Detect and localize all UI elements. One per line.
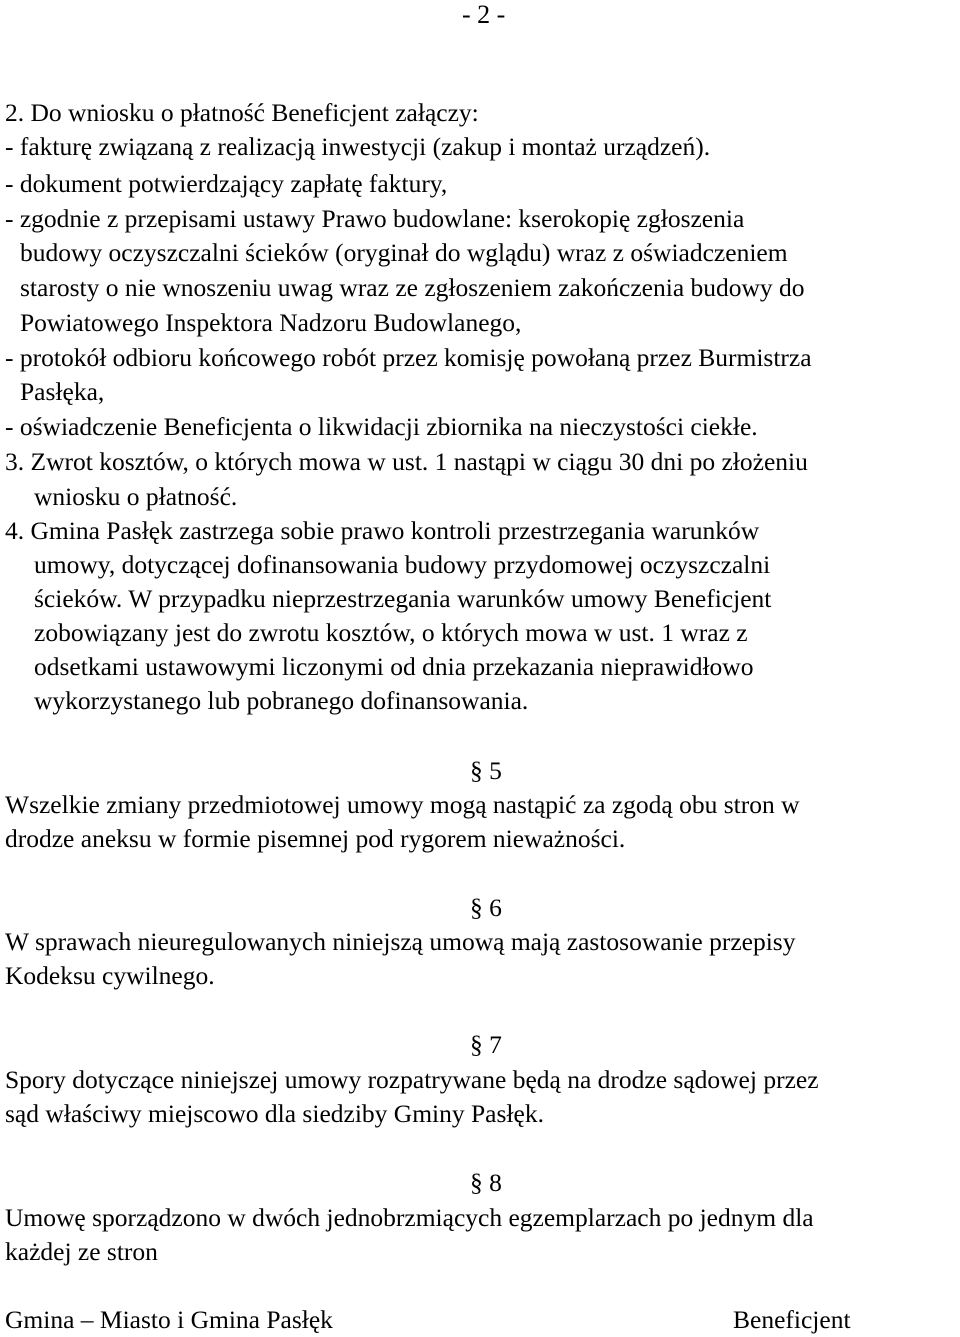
section-4-line: umowy, dotyczącej dofinansowania budowy przydomowej oczyszczalni: [34, 550, 771, 579]
section-2-line: - zgodnie z przepisami ustawy Prawo budowlane: kserokopię zgłoszenia: [5, 204, 745, 233]
section-2-line: - oświadczenie Beneficjenta o likwidacji zbiornika na nieczystości ciekłe.: [5, 412, 758, 441]
section-2-line: Pasłęka,: [20, 377, 105, 406]
section-2-line: 2. Do wniosku o płatność Beneficjent załączy:: [5, 98, 479, 127]
section-2-line: - dokument potwierdzający zapłatę faktury,: [5, 169, 448, 198]
section-4-line: wykorzystanego lub pobranego dofinansowania.: [34, 686, 529, 715]
paragraph-line: sąd właściwy miejscowo dla siedziby Gminy Pasłęk.: [5, 1099, 544, 1128]
paragraph-heading: § 8: [470, 1168, 502, 1197]
section-4-line: ścieków. W przypadku nieprzestrzegania warunków umowy Beneficjent: [34, 584, 772, 613]
paragraph-line: Spory dotyczące niniejszej umowy rozpatrywane będą na drodze sądowej przez: [5, 1065, 819, 1094]
section-3-line: wniosku o płatność.: [34, 482, 238, 511]
paragraph-line: Umowę sporządzono w dwóch jednobrzmiących egzemplarzach po jednym dla: [5, 1203, 814, 1232]
paragraph-line: Wszelkie zmiany przedmiotowej umowy mogą nastąpić za zgodą obu stron w: [5, 790, 800, 819]
paragraph-heading: § 5: [470, 756, 502, 785]
section-3-line: 3. Zwrot kosztów, o których mowa w ust. 1 nastąpi w ciągu 30 dni po złożeniu: [5, 447, 808, 476]
paragraph-heading: § 6: [470, 893, 502, 922]
section-2-line: - protokół odbioru końcowego robót przez komisję powołaną przez Burmistrza: [5, 343, 812, 372]
signature-left: Gmina – Miasto i Gmina Pasłęk: [5, 1305, 333, 1334]
paragraph-heading: § 7: [470, 1030, 502, 1059]
section-2-line: starosty o nie wnoszeniu uwag wraz ze zgłoszeniem zakończenia budowy do: [20, 273, 805, 302]
section-2-line: Powiatowego Inspektora Nadzoru Budowlanego,: [20, 308, 522, 337]
paragraph-line: drodze aneksu w formie pisemnej pod rygorem nieważności.: [5, 824, 626, 853]
section-2-line: budowy oczyszczalni ścieków (oryginał do wglądu) wraz z oświadczeniem: [20, 238, 788, 267]
section-4-line: odsetkami ustawowymi liczonymi od dnia przekazania nieprawidłowo: [34, 652, 754, 681]
paragraph-line: każdej ze stron: [5, 1237, 158, 1266]
page-number: - 2 -: [462, 0, 506, 29]
section-4-line: zobowiązany jest do zwrotu kosztów, o których mowa w ust. 1 wraz z: [34, 618, 748, 647]
paragraph-line: Kodeksu cywilnego.: [5, 961, 215, 990]
section-2-line: - fakturę związaną z realizacją inwestycji (zakup i montaż urządzeń).: [5, 132, 711, 161]
signature-right: Beneficjent: [733, 1305, 851, 1334]
section-4-line: 4. Gmina Pasłęk zastrzega sobie prawo kontroli przestrzegania warunków: [5, 516, 760, 545]
paragraph-line: W sprawach nieuregulowanych niniejszą umową mają zastosowanie przepisy: [5, 927, 796, 956]
